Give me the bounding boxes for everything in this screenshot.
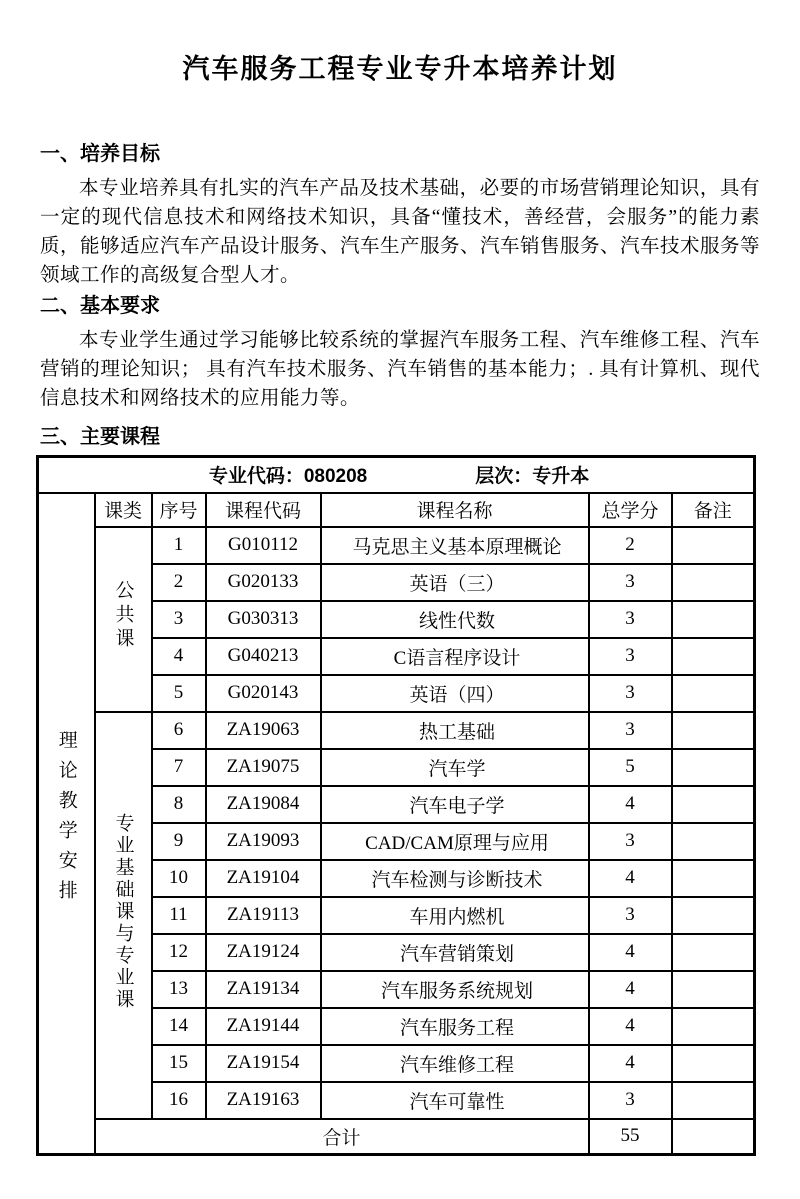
- cell-name: C语言程序设计: [321, 638, 589, 675]
- group-label-cell-major: [95, 712, 152, 1119]
- cell-remark: [672, 1082, 755, 1119]
- table-total-row: [38, 1119, 755, 1155]
- cell-code: ZA19084: [206, 786, 321, 823]
- cell-name: 汽车可靠性: [321, 1082, 589, 1119]
- table-meta-cell: [38, 457, 755, 493]
- cell-no: 7: [152, 749, 206, 786]
- cell-code: ZA19063: [206, 712, 321, 749]
- section-heading-requirements: 二、基本要求: [40, 295, 160, 317]
- cell-name: 热工基础: [321, 712, 589, 749]
- group-label-major: 专业基础课与专业课: [112, 813, 134, 1011]
- total-label-cell: 合计: [95, 1119, 589, 1155]
- cell-credits: 5: [589, 749, 672, 786]
- cell-code: ZA19134: [206, 971, 321, 1008]
- cell-remark: [672, 971, 755, 1008]
- cell-credits: 4: [589, 971, 672, 1008]
- cell-remark: [672, 823, 755, 860]
- column-header-remark: 备注: [672, 493, 755, 527]
- side-label: 理论教学安排: [55, 730, 77, 911]
- cell-no: 12: [152, 934, 206, 971]
- cell-code: ZA19124: [206, 934, 321, 971]
- cell-remark: [672, 712, 755, 749]
- cell-remark: [672, 601, 755, 638]
- cell-remark: [672, 860, 755, 897]
- cell-credits: 3: [589, 1082, 672, 1119]
- cell-code: ZA19075: [206, 749, 321, 786]
- cell-code: ZA19104: [206, 860, 321, 897]
- major-code-label: 专业代码：080208: [208, 466, 368, 488]
- cell-name: CAD/CAM原理与应用: [321, 823, 589, 860]
- cell-code: G020143: [206, 675, 321, 712]
- cell-credits: 2: [589, 527, 672, 564]
- cell-code: G040213: [206, 638, 321, 675]
- cell-credits: 3: [589, 601, 672, 638]
- cell-no: 8: [152, 786, 206, 823]
- cell-credits: 4: [589, 1008, 672, 1045]
- cell-no: 15: [152, 1045, 206, 1082]
- cell-remark: [672, 934, 755, 971]
- cell-credits: 3: [589, 564, 672, 601]
- column-header-category: 课类: [95, 493, 152, 527]
- table-row: [38, 527, 755, 564]
- cell-no: 6: [152, 712, 206, 749]
- cell-name: 汽车维修工程: [321, 1045, 589, 1082]
- cell-name: 马克思主义基本原理概论: [321, 527, 589, 564]
- cell-code: ZA19093: [206, 823, 321, 860]
- cell-name: 汽车服务工程: [321, 1008, 589, 1045]
- cell-credits: 3: [589, 712, 672, 749]
- column-header-no: 序号: [152, 493, 206, 527]
- cell-name: 汽车学: [321, 749, 589, 786]
- cell-no: 3: [152, 601, 206, 638]
- cell-name: 汽车电子学: [321, 786, 589, 823]
- cell-no: 5: [152, 675, 206, 712]
- cell-credits: 3: [589, 638, 672, 675]
- cell-no: 14: [152, 1008, 206, 1045]
- cell-no: 1: [152, 527, 206, 564]
- cell-name: 汽车营销策划: [321, 934, 589, 971]
- column-header-name: 课程名称: [321, 493, 589, 527]
- cell-credits: 3: [589, 675, 672, 712]
- cell-remark: [672, 786, 755, 823]
- cell-name: 英语（三）: [321, 564, 589, 601]
- cell-remark: [672, 564, 755, 601]
- cell-no: 10: [152, 860, 206, 897]
- cell-name: 英语（四）: [321, 675, 589, 712]
- page-title: 汽车服务工程专业专升本培养计划: [182, 54, 618, 84]
- cell-name: 车用内燃机: [321, 897, 589, 934]
- cell-no: 9: [152, 823, 206, 860]
- cell-code: ZA19163: [206, 1082, 321, 1119]
- side-label-cell: [38, 493, 95, 1155]
- cell-credits: 4: [589, 786, 672, 823]
- cell-credits: 4: [589, 934, 672, 971]
- cell-remark: [672, 675, 755, 712]
- group-label-cell-public: [95, 527, 152, 712]
- cell-remark: [672, 638, 755, 675]
- cell-remark: [672, 1008, 755, 1045]
- objectives-paragraph: 本专业培养具有扎实的汽车产品及技术基础，必要的市场营销理论知识，具有一定的现代信息技术和网络技术知识，具备“懂技术，善经营，会服务”的能力素质，能够适应汽车产品设计服务、汽车生产服务、汽车销售服务、汽车技术服务等领域工作的高级复合型人才。: [40, 178, 761, 286]
- cell-no: 16: [152, 1082, 206, 1119]
- section-heading-courses: 三、主要课程: [40, 426, 160, 448]
- cell-credits: 3: [589, 897, 672, 934]
- cell-credits: 4: [589, 860, 672, 897]
- cell-credits: 3: [589, 823, 672, 860]
- cell-no: 13: [152, 971, 206, 1008]
- column-header-code: 课程代码: [206, 493, 321, 527]
- cell-code: ZA19144: [206, 1008, 321, 1045]
- cell-name: 汽车检测与诊断技术: [321, 860, 589, 897]
- cell-code: ZA19113: [206, 897, 321, 934]
- cell-code: ZA19154: [206, 1045, 321, 1082]
- cell-no: 4: [152, 638, 206, 675]
- cell-code: G030313: [206, 601, 321, 638]
- cell-remark: [672, 897, 755, 934]
- cell-no: 2: [152, 564, 206, 601]
- table-meta-row: [38, 457, 755, 493]
- total-credits-cell: 55: [589, 1119, 672, 1155]
- table-header-row: [38, 493, 755, 527]
- course-plan-table: [36, 455, 756, 1156]
- total-remark-cell: [672, 1119, 755, 1155]
- level-label: 层次：专升本: [475, 466, 590, 488]
- cell-name: 线性代数: [321, 601, 589, 638]
- cell-remark: [672, 749, 755, 786]
- cell-name: 汽车服务系统规划: [321, 971, 589, 1008]
- requirements-paragraph: 本专业学生通过学习能够比较系统的掌握汽车服务工程、汽车维修工程、汽车营销的理论知识； 具有汽车技术服务、汽车销售的基本能力；. 具有计算机、现代信息技术和网络技术的应用能力等。: [40, 330, 760, 409]
- column-header-credits: 总学分: [589, 493, 672, 527]
- cell-no: 11: [152, 897, 206, 934]
- group-label-public: 公共课: [112, 580, 134, 652]
- table-row: [38, 712, 755, 749]
- cell-code: G010112: [206, 527, 321, 564]
- cell-remark: [672, 527, 755, 564]
- cell-code: G020133: [206, 564, 321, 601]
- section-heading-objectives: 一、培养目标: [40, 143, 160, 165]
- cell-remark: [672, 1045, 755, 1082]
- cell-credits: 4: [589, 1045, 672, 1082]
